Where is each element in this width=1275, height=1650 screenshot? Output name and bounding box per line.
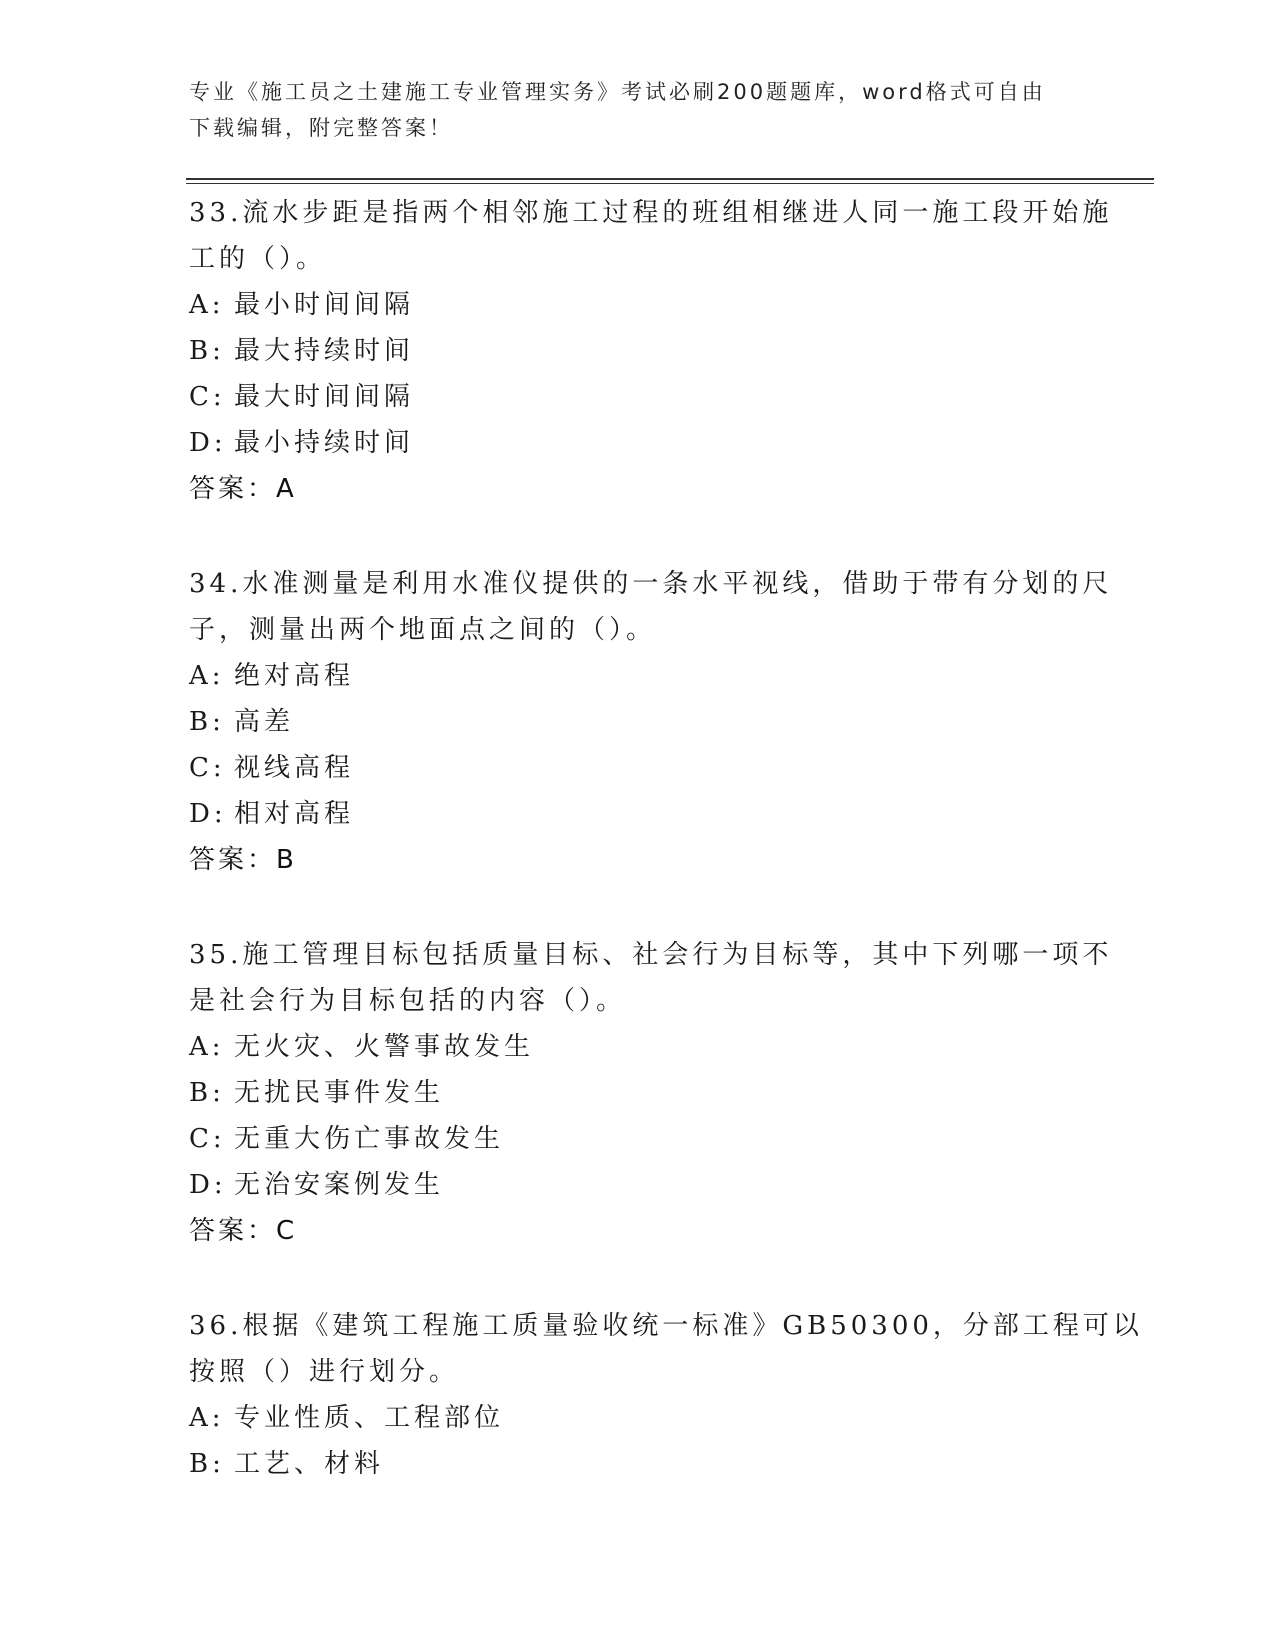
option-c [189,745,1089,791]
question-list [189,190,1143,1536]
question-text-line: 35.施工管理目标包括质量目标、社会行为目标等，其中下列哪一项不 [189,940,1113,970]
option-text: 最大持续时间 [234,336,415,366]
option-text: 工艺、材料 [234,1449,385,1479]
option-b [189,1441,1089,1487]
question-text-line: 是社会行为目标包括的内容（）。 [189,986,627,1016]
option-text: 最小持续时间 [234,428,415,458]
option-key: C: [189,382,226,412]
answer-text: 答案：B [189,845,297,875]
question-text-line: 子，测量出两个地面点之间的（）。 [189,615,657,645]
option-key: A: [189,1032,225,1062]
option-key: B: [189,336,225,366]
question-block-34 [189,561,1113,883]
header-line-1: 专业《施工员之土建施工专业管理实务》考试必刷200题题库，word格式可自由 [189,80,1046,104]
header-divider-thin [186,183,1154,184]
header-line-2: 下载编辑，附完整答案！ [189,116,453,140]
option-c [189,374,1089,420]
option-text: 最小时间间隔 [234,290,415,320]
option-key: A: [189,661,225,691]
option-text: 相对高程 [234,799,355,829]
option-a [189,1024,1089,1070]
option-text: 无火灾、火警事故发生 [234,1032,535,1062]
option-b [189,699,1089,745]
option-c [189,1116,1089,1162]
question-block-35 [189,932,1113,1254]
header-divider-thick [186,178,1154,180]
option-text: 无重大伤亡事故发生 [234,1124,505,1154]
option-text: 绝对高程 [234,661,355,691]
question-block-33 [189,190,1113,512]
question-text-line: 34.水准测量是利用水准仪提供的一条水平视线，借助于带有分划的尺 [189,569,1113,599]
option-text: 专业性质、工程部位 [234,1403,505,1433]
option-a [189,1395,1089,1441]
option-a [189,653,1089,699]
option-key: B: [189,1078,225,1108]
option-key: C: [189,1124,226,1154]
option-text: 视线高程 [234,753,355,783]
option-d [189,791,1089,837]
option-a [189,282,1089,328]
question-text-line: 33.流水步距是指两个相邻施工过程的班组相继进人同一施工段开始施 [189,198,1113,228]
option-key: D: [189,799,227,829]
answer-text: 答案：C [189,1216,298,1246]
question-text-line: 36.根据《建筑工程施工质量验收统一标准》GB50300，分部工程可以 [189,1311,1143,1341]
option-d [189,1162,1089,1208]
question-text-line: 工的（）。 [189,244,327,274]
option-b [189,328,1089,374]
option-b [189,1070,1089,1116]
option-key: A: [189,290,225,320]
question-text-line: 按照（）进行划分。 [189,1357,460,1387]
option-key: A: [189,1403,225,1433]
option-text: 无治安案例发生 [234,1170,445,1200]
option-key: D: [189,1170,227,1200]
option-key: D: [189,428,227,458]
option-d [189,420,1089,466]
option-key: C: [189,753,226,783]
option-key: B: [189,1449,225,1479]
document-header [189,74,1089,146]
answer-text: 答案：A [189,474,297,504]
option-text: 无扰民事件发生 [234,1078,445,1108]
option-text: 最大时间间隔 [234,382,415,412]
option-text: 高差 [234,707,295,737]
option-key: B: [189,707,225,737]
question-block-36 [189,1303,1143,1487]
